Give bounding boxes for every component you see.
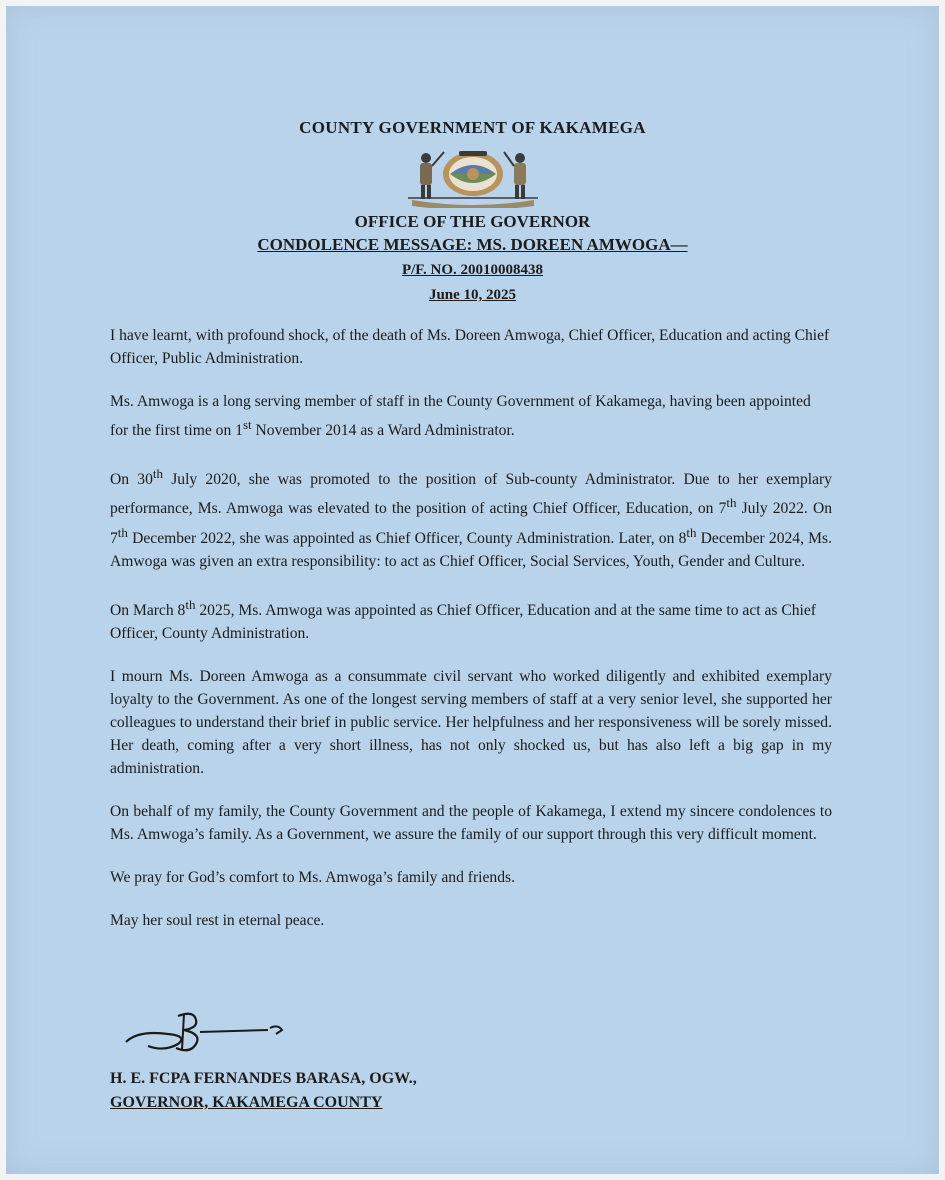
paragraph-6: On behalf of my family, the County Government and the people of Kakamega, I extend my sincere condolences to Ms. Amwoga’s family. As a Government, we assure the family of our support through this very difficult moment. — [110, 802, 832, 843]
paragraph-7: We pray for God’s comfort to Ms. Amwoga’s family and friends. — [110, 868, 515, 886]
signer-name: H. E. FCPA FERNANDES BARASA, OGW., — [110, 1070, 417, 1087]
county-heading: COUNTY GOVERNMENT OF KAKAMEGA — [299, 118, 646, 137]
signer-title: GOVERNOR, KAKAMEGA COUNTY — [110, 1094, 383, 1111]
paragraph-4: On March 8th 2025, Ms. Amwoga was appointed as Chief Officer, Education and at the same time to act as Chief Officer, County Administration. — [110, 596, 816, 642]
paragraph-5: I mourn Ms. Doreen Amwoga as a consummate civil servant who worked diligently and exhibited exemplary loyalty to the Government. As one of the longest serving members of staff at a very senior level, she supported her colleagues to understand their brief in public service. Her helpfulness and her responsiveness will be sorely missed. Her death, coming after a very short illness, has not only shocked us, but has also left a big gap in my administration. — [110, 667, 832, 777]
letter-page — [6, 6, 939, 1174]
coat-of-arms-icon — [404, 146, 542, 208]
paragraph-8: May her soul rest in eternal peace. — [110, 911, 325, 929]
letter-date: June 10, 2025 — [428, 287, 517, 303]
paragraph-1: I have learnt, with profound shock, of the death of Ms. Doreen Amwoga, Chief Officer, Education and acting Chief Officer, Public Administration. — [110, 327, 830, 367]
handwritten-signature-icon — [118, 1008, 298, 1060]
pf-number: P/F. NO. 20010008438 — [401, 262, 544, 278]
subject-heading: CONDOLENCE MESSAGE: MS. DOREEN AMWOGA— — [257, 235, 688, 254]
paragraph-2: Ms. Amwoga is a long serving member of staff in the County Government of Kakamega, having been appointed for the first time on 1st November 2014 as a Ward Administrator. — [110, 393, 811, 440]
letter-body — [110, 324, 832, 952]
office-heading: OFFICE OF THE GOVERNOR — [354, 212, 591, 231]
paragraph-3: On 30th July 2020, she was promoted to the position of Sub-county Administrator. Due to her exemplary performance, Ms. Amwoga was elevated to the position of acting Chief Officer, Education, on 7th July 2022. On 7th December 2022, she was appointed as Chief Officer, County Administration. Later, on 8th December 2024, Ms. Amwoga was given an extra responsibility: to act as Chief Officer, Social Services, Youth, Gender and Culture. — [110, 466, 832, 570]
